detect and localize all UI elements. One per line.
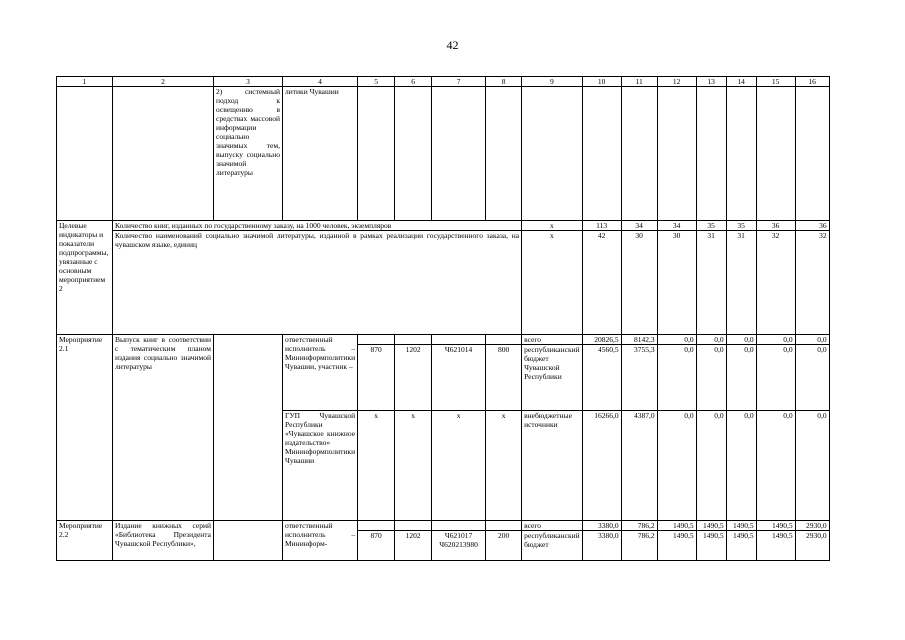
target-cell: х (522, 231, 583, 335)
continued-text-col4: литики Чувашии (283, 87, 358, 221)
target-cell: 31 (696, 231, 726, 335)
value-cell: 1490,5 (657, 531, 696, 561)
target-text: Количество книг, изданных по государственному заказу, на 1000 человек, экземпляров (113, 221, 522, 231)
code-cell: 800 (486, 345, 522, 411)
target-cell: 32 (756, 231, 795, 335)
value-cell: 0,0 (795, 345, 829, 411)
value-cell: 0,0 (756, 335, 795, 345)
code-cell: 1202 (395, 531, 432, 561)
value-cell: 786,2 (621, 531, 657, 561)
value-cell: 2930,0 (795, 521, 829, 531)
col-number: 8 (486, 77, 522, 87)
target-cell: 30 (621, 231, 657, 335)
col-number: 11 (621, 77, 657, 87)
value-cell: 3755,3 (621, 345, 657, 411)
value-cell: 0,0 (726, 335, 756, 345)
column-number-row (57, 77, 830, 87)
target-cell: 113 (582, 221, 621, 231)
executor-text: ГУП Чувашской Республики «Чувашское книжное издательство» Мининформполитики Чувашии (283, 411, 358, 521)
col-number: 7 (432, 77, 486, 87)
continuation-row (57, 87, 830, 221)
value-cell: 8142,3 (621, 335, 657, 345)
col-number: 13 (696, 77, 726, 87)
col-number: 9 (522, 77, 583, 87)
code-cell: 870 (358, 531, 395, 561)
value-cell: 0,0 (795, 335, 829, 345)
value-cell: 1490,5 (696, 531, 726, 561)
source-cell: всего (522, 335, 583, 345)
executor-text: ответственный исполнитель – Мининформполитики Чувашии, участник – (283, 335, 358, 411)
target-cell: 30 (657, 231, 696, 335)
target-cell: 35 (726, 221, 756, 231)
page-number: 42 (446, 38, 459, 52)
value-cell: 16266,0 (582, 411, 621, 521)
measure-2-1-total-row (57, 335, 830, 345)
value-cell: 0,0 (696, 411, 726, 521)
target-cell: 34 (621, 221, 657, 231)
source-cell: республиканский бюджет (522, 531, 583, 561)
target-cell: 31 (726, 231, 756, 335)
value-cell: 4560,5 (582, 345, 621, 411)
targets-label: Целевые индикаторы и показатели подпрограммы, увязанные с основным мероприятием 2 (57, 221, 113, 335)
value-cell: 2930,0 (795, 531, 829, 561)
code-cell: Ч621014 (432, 345, 486, 411)
target-cell: 36 (795, 221, 829, 231)
target-row (57, 221, 830, 231)
target-cell: 42 (582, 231, 621, 335)
code-cell: х (395, 411, 432, 521)
value-cell: 3380,0 (582, 521, 621, 531)
measure-name: Выпуск книг в соответствии с тематическим планом издания социально значимой литературы (113, 335, 214, 521)
col-number: 5 (358, 77, 395, 87)
value-cell: 1490,5 (657, 521, 696, 531)
code-cell: Ч621017 Ч620213980 (432, 531, 486, 561)
value-cell: 0,0 (756, 411, 795, 521)
value-cell: 0,0 (657, 345, 696, 411)
code-cell: 870 (358, 345, 395, 411)
measure-label: Мероприятие 2.1 (57, 335, 113, 521)
code-cell: х (358, 411, 395, 521)
source-cell: внебюджетные источники (522, 411, 583, 521)
value-cell: 1490,5 (726, 531, 756, 561)
code-cell: х (486, 411, 522, 521)
target-row (57, 231, 830, 335)
target-cell: 36 (756, 221, 795, 231)
target-cell: х (522, 221, 583, 231)
program-table (56, 76, 830, 561)
value-cell: 0,0 (726, 345, 756, 411)
target-text: Количество наименований социально значимой литературы, изданной в рамках реализации государственного заказа, на чувашском языке, единиц (113, 231, 522, 335)
target-cell: 32 (795, 231, 829, 335)
code-cell: х (432, 411, 486, 521)
value-cell: 0,0 (756, 345, 795, 411)
value-cell: 3380,0 (582, 531, 621, 561)
value-cell: 1490,5 (696, 521, 726, 531)
target-cell: 35 (696, 221, 726, 231)
col-number: 16 (795, 77, 829, 87)
col-number: 3 (214, 77, 283, 87)
col-number: 1 (57, 77, 113, 87)
col-number: 12 (657, 77, 696, 87)
value-cell: 4387,0 (621, 411, 657, 521)
value-cell: 0,0 (696, 345, 726, 411)
value-cell: 0,0 (657, 335, 696, 345)
value-cell: 1490,5 (726, 521, 756, 531)
measure-2-2-total-row (57, 521, 830, 531)
col-number: 2 (113, 77, 214, 87)
value-cell: 20826,5 (582, 335, 621, 345)
source-cell: всего (522, 521, 583, 531)
measure-name: Издание книжных серий «Библиотека Президента Чувашской Республики», (113, 521, 214, 561)
value-cell: 0,0 (726, 411, 756, 521)
measure-label: Мероприятие 2.2 (57, 521, 113, 561)
value-cell: 1490,5 (756, 531, 795, 561)
col-number: 6 (395, 77, 432, 87)
col-number: 14 (726, 77, 756, 87)
value-cell: 0,0 (657, 411, 696, 521)
value-cell: 786,2 (621, 521, 657, 531)
target-cell: 34 (657, 221, 696, 231)
code-cell: 1202 (395, 345, 432, 411)
value-cell: 0,0 (795, 411, 829, 521)
col-number: 15 (756, 77, 795, 87)
code-cell: 200 (486, 531, 522, 561)
value-cell: 1490,5 (756, 521, 795, 531)
continued-text-col3: 2) системный подход к освещению в средствах массовой информации социально значимых тем, выпуску социально значимой литературы (214, 87, 283, 221)
executor-text: ответственный исполнитель – Мининформ- (283, 521, 358, 561)
col-number: 10 (582, 77, 621, 87)
value-cell: 0,0 (696, 335, 726, 345)
source-cell: республиканский бюджет Чувашской Республики (522, 345, 583, 411)
col-number: 4 (283, 77, 358, 87)
